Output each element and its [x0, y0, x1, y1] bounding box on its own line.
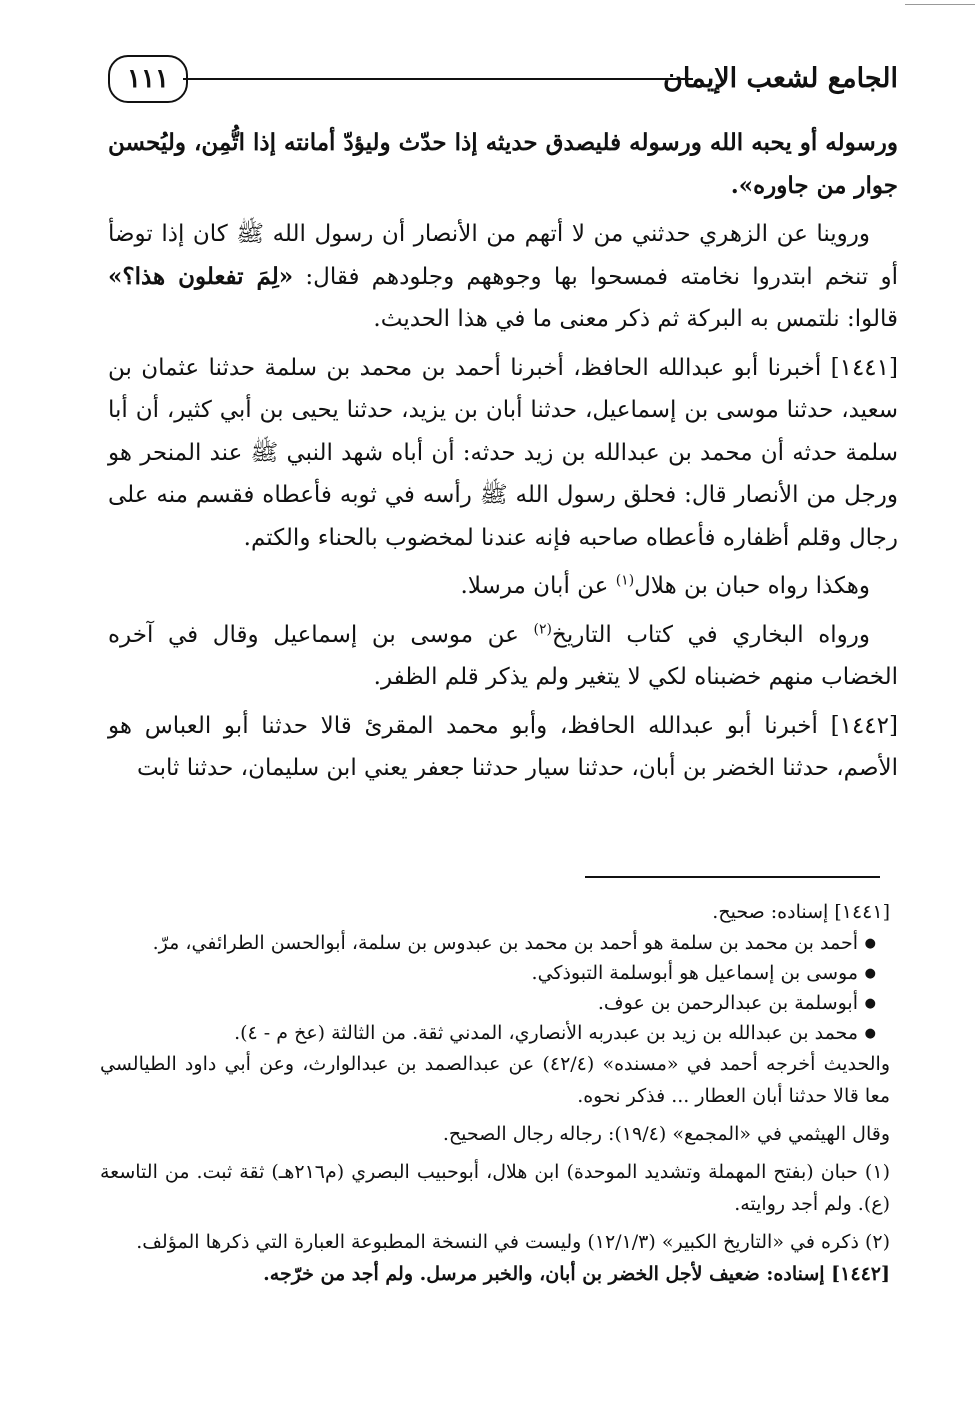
header-rule: [183, 78, 693, 80]
footnote-separator: [585, 876, 880, 878]
narration-text: وروينا عن الزهري حدثني من لا أتهم من الأنصار أن رسول الله ﷺ كان إذا توضأ أو تنخم ابتدروا نخامته فمسحوا بها وجوههم وجلودهم فقال:: [108, 221, 899, 290]
haythami-note: وقال الهيثمي في «المجمع» (١٩/٤): رجاله رجال الصحيح.: [442, 1123, 890, 1145]
running-header: [108, 55, 898, 107]
zuhri-narration: [108, 213, 898, 341]
narrator-note: ● موسى بن إسماعيل هو أبوسلمة التبوذكي.: [100, 958, 876, 988]
main-text: [108, 122, 898, 790]
page-number: ١١١: [108, 55, 188, 103]
narrator-note: ● أحمد بن محمد بن سلمة هو أحمد بن محمد بن عبدوس بن سلمة، أبوالحسن الطرائفي، مرّ.: [100, 928, 876, 958]
hadith-1442: [١٤٤٢] أخبرنا أبو عبدالله الحافظ، وأبو محمد المقرئ قالا حدثنا أبو العباس هو الأصم، حدثنا الخضر بن أبان، حدثنا سيار حدثنا جعفر يعني ابن سليمان، حدثنا ثابت: [108, 712, 898, 781]
hibban-narration: [108, 565, 898, 608]
book-title: الجامع لشعب الإيمان: [663, 63, 898, 94]
note-1441-heading: [١٤٤١] إسناده: صحيح.: [712, 901, 890, 923]
narration-text-end: عن موسى بن إسماعيل وقال في آخره الخضاب منهم خضبناه لكي لا يتغير ولم يذكر قلم الظفر.: [108, 621, 898, 690]
narration-text-end: قالوا: نلتمس به البركة ثم ذكر معنى ما في هذا الحديث.: [373, 306, 898, 332]
prophet-quote: «لِمَ تفعلون هذا؟»: [108, 262, 294, 290]
scan-edge-line: [905, 4, 975, 5]
footnote-1: (١) حبان (بفتح المهملة وتشديد الموحدة) ابن هلال، أبوحبيب البصري (م٢١٦هـ) ثقة ثبت. من التاسعة (ع). ولم أجد روايته.: [100, 1161, 890, 1215]
narrator-note: ● محمد بن عبدالله بن زيد بن عبدربه الأنصاري، المدني ثقة. من الثالثة (عخ م - ٤).: [100, 1018, 876, 1048]
note-1442: [١٤٤٢] إسناده: ضعيف لأجل الخضر بن أبان، والخبر مرسل. ولم أجد من خرّجه.: [263, 1263, 890, 1285]
takhrij-note: والحديث أخرجه أحمد في «مسنده» (٤٢/٤) عن عبدالصمد بن عبدالوارث، وعن أبي داود الطيالسي معا قالا حدثنا أبان العطار ... فذكر نحوه.: [100, 1053, 891, 1107]
hadith-1441: [١٤٤١] أخبرنا أبو عبدالله الحافظ، أخبرنا أحمد بن محمد بن سلمة حدثنا عثمان بن سعيد، حدثنا موسى بن إسماعيل، حدثنا أبان بن يزيد، حدثنا يحيى بن أبي كثير، أن أبا سلمة حدثه أن محمد بن عبدالله بن زيد حدثه: أن أباه شهد النبي ﷺ عند المنحر هو ورجل من الأنصار قال: فحلق رسول الله ﷺ رأسه في ثوبه فأعطاه فقسم منه على رجال وقلم أظفاره فأعطاه صاحبه فإنه عندنا لمخضوب بالحناء والكتم.: [108, 354, 898, 551]
narration-text: ورواه البخاري في كتاب التاريخ: [552, 621, 870, 648]
footnote-2: (٢) ذكره في «التاريخ الكبير» (١٢/١/٣) وليست في النسخة المطبوعة العبارة التي ذكرها المؤلف.: [136, 1231, 890, 1253]
narrator-list: [100, 928, 890, 1048]
footnote-ref-1: (١): [615, 572, 635, 589]
hadith-continuation: ورسوله أو يحبه الله ورسوله فليصدق حديثه إذا حدّث وليؤدّ أمانته إذا اتُّمِن، وليُحسن جوار من جاوره».: [108, 129, 898, 199]
footnote-ref-2: (٢): [533, 620, 553, 637]
narrator-note: ● أبوسلمة بن عبدالرحمن بن عوف.: [100, 988, 876, 1018]
bukhari-narration: [108, 614, 898, 699]
narration-text-end: عن أبان مرسلا.: [460, 573, 616, 599]
narration-text: وهكذا رواه حبان بن هلال: [634, 573, 870, 599]
footnotes: [100, 896, 890, 1290]
